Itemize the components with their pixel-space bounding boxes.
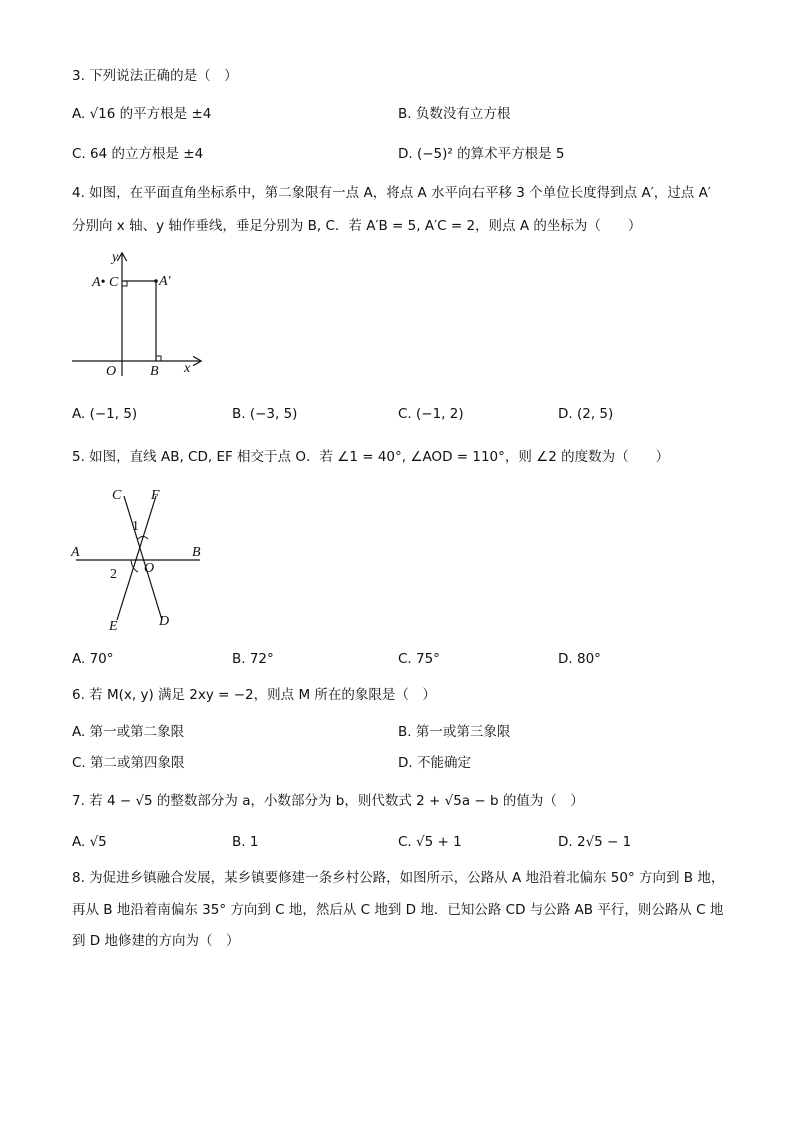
q7-option-d: D. 2√5 − 1 [558,834,632,850]
label-b: B [192,545,201,560]
q8-line3: 到 D 地修建的方向为（ ） [72,933,240,949]
q8-line2: 再从 B 地沿着南偏东 35° 方向到 C 地，然后从 C 地到 D 地．已知公路 CD 与公路 AB 平行，则公路从 C 地 [72,902,724,918]
label-d: D [159,614,170,629]
q4-option-c: C. (−1, 2) [398,406,464,422]
q6-option-d: D. 不能确定 [398,755,471,771]
label-y: y [112,250,119,265]
q4-option-a: A. (−1, 5) [72,406,138,422]
label-f: F [151,488,160,503]
q7-option-a: A. √5 [72,834,107,850]
q4-coordinate-figure [70,248,210,380]
q7-stem: 7. 若 4 − √5 的整数部分为 a，小数部分为 b，则代数式 2 + √5a − b 的值为（ ） [72,793,584,809]
label-angle-1: 1 [132,519,139,534]
q5-option-a: A. 70° [72,651,114,667]
q6-option-a: A. 第一或第二象限 [72,724,185,740]
q5-option-c: C. 75° [398,651,440,667]
label-angle-2: 2 [110,567,117,582]
line-cd [124,496,162,620]
label-o: O [106,364,117,379]
label-a: A [71,545,80,560]
right-angle-mark-c [122,281,127,286]
q3-option-c: C. 64 的立方根是 ±4 [72,146,204,162]
q3-stem: 3. 下列说法正确的是（ ） [72,68,238,84]
label-a-prime: A′ [159,274,171,289]
label-o: O [144,561,155,576]
q4-option-d: D. (2, 5) [558,406,614,422]
q3-option-d: D. (−5)² 的算术平方根是 5 [398,146,565,162]
q7-option-b: B. 1 [232,834,259,850]
q5-lines-figure [68,482,218,632]
q4-option-b: B. (−3, 5) [232,406,298,422]
q7-option-c: C. √5 + 1 [398,834,462,850]
q5-option-b: B. 72° [232,651,274,667]
label-e: E [109,619,118,634]
label-c: C [112,488,122,503]
q8-line1: 8. 为促进乡镇融合发展，某乡镇要修建一条乡村公路，如图所示，公路从 A 地沿着北偏东 50° 方向到 B 地， [72,870,725,886]
label-a: A• [92,275,106,290]
q3-option-a: A. √16 的平方根是 ±4 [72,106,212,122]
point-a-prime [154,279,158,283]
q3-option-b: B. 负数没有立方根 [398,106,511,122]
label-x: x [184,361,191,376]
q4-stem-line2: 分别向 x 轴、y 轴作垂线，垂足分别为 B, C．若 A′B = 5, A′C = 2，则点 A 的坐标为（ ） [72,218,642,234]
right-angle-mark-b [156,356,161,361]
label-c: C [109,275,119,290]
q6-option-b: B. 第一或第三象限 [398,724,511,740]
q6-option-c: C. 第二或第四象限 [72,755,185,771]
q4-stem-line1: 4. 如图，在平面直角坐标系中，第二象限有一点 A，将点 A 水平向右平移 3 个单位长度得到点 A′，过点 A′ [72,185,711,201]
q5-option-d: D. 80° [558,651,601,667]
label-b: B [150,364,159,379]
line-ef [117,496,156,620]
q5-stem: 5. 如图，直线 AB, CD, EF 相交于点 O．若 ∠1 = 40°, ∠AOD = 110°，则 ∠2 的度数为（ ） [72,449,670,465]
q6-stem: 6. 若 M(x, y) 满足 2xy = −2，则点 M 所在的象限是（ ） [72,687,436,703]
